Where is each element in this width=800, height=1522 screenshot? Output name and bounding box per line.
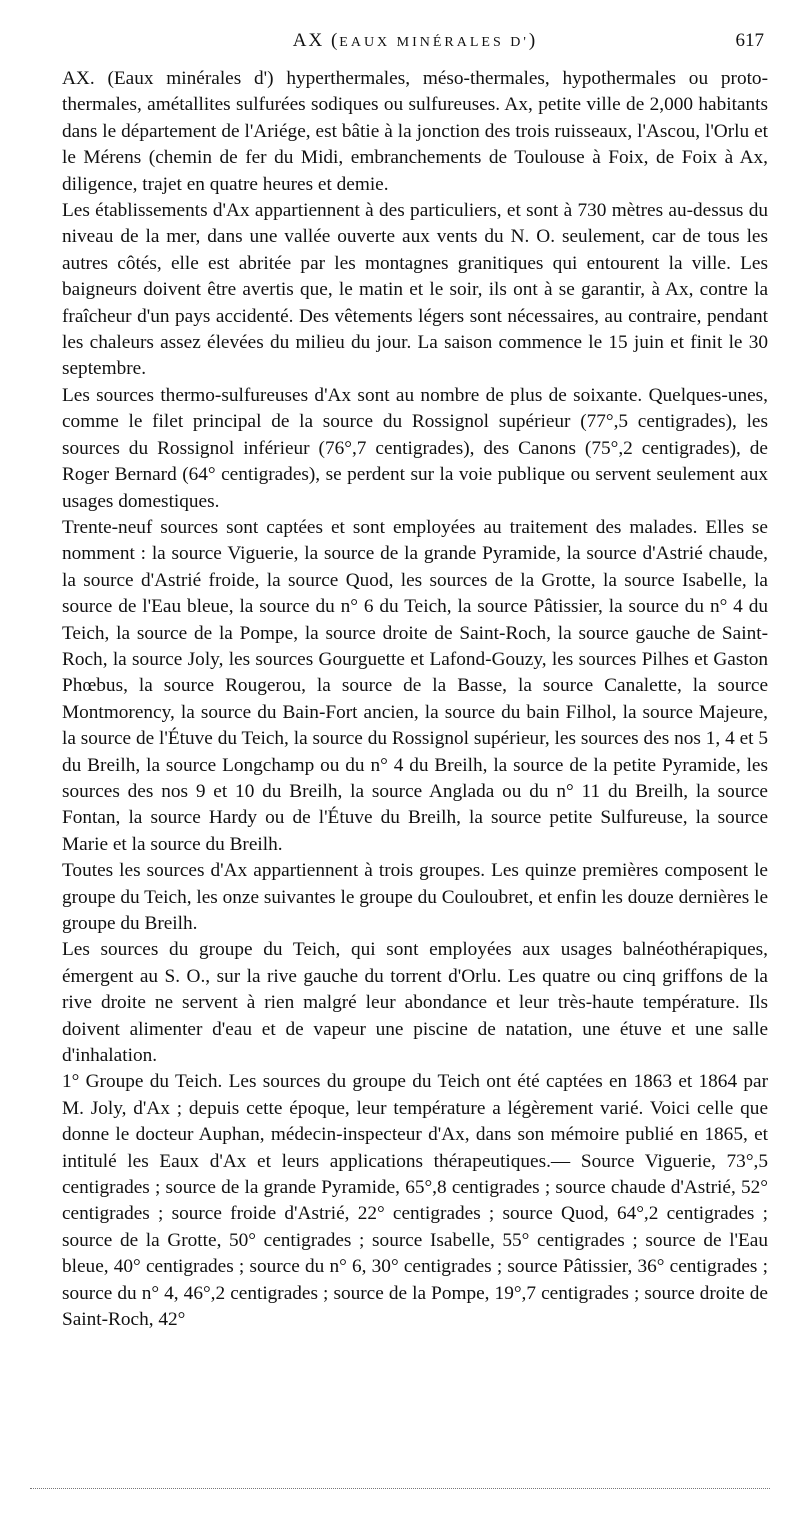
running-title [62, 30, 768, 52]
running-title-caps: EAUX MINÉRALES D' [339, 35, 529, 50]
running-title-main: AX ( [292, 30, 340, 51]
footer-rule [30, 1488, 770, 1489]
running-title-end: ) [528, 30, 538, 51]
paragraph-intro: AX. (Eaux minérales d') hyperthermales, méso-thermales, hypothermales ou proto-thermales, amétallites sulfurées sodiques ou sulfureuses. Ax, petite ville de 2,000 habitants dans le département de l'Ariége, est bâtie à la jonction des trois ruisseaux, l'Ascou, l'Orlu et le Mérens (chemin de fer du Midi, embranchements de Toulouse à Foix, de Foix à Ax, diligence, trajet en quatre heures et demie. [62, 68, 768, 195]
paragraph-groups: Toutes les sources d'Ax appartiennent à trois groupes. Les quinze premières composent le groupe du Teich, les onze suivantes le groupe du Couloubret, et enfin les douze dernières le groupe du Breilh. [62, 860, 768, 934]
page-number: 617 [735, 30, 764, 51]
paragraph-teich-temperatures: 1° Groupe du Teich. Les sources du groupe du Teich ont été captées en 1863 et 1864 par M. Joly, d'Ax ; depuis cette époque, leur température a légèrement varié. Voici celle que donne le docteur Auphan, médecin-inspecteur d'Ax, dans son mémoire publié en 1865, et intitulé les Eaux d'Ax et leurs applications thérapeutiques.— Source Viguerie, 73°,5 centigrades ; source de la grande Pyramide, 65°,8 centigrades ; source chaude d'Astrié, 52° centigrades ; source froide d'Astrié, 22° centigrades ; source Quod, 64°,2 centigrades ; source de la Grotte, 50° centigrades ; source Isabelle, 55° centigrades ; source de l'Eau bleue, 40° centigrades ; source du n° 6, 30° centigrades ; source Pâtissier, 36° centigrades ; source du n° 4, 46°,2 centigrades ; source de la Pompe, 19°,7 centigrades ; source droite de Saint-Roch, 42° [62, 1071, 768, 1331]
paragraph-teich-group: Les sources du groupe du Teich, qui sont employées aux usages balnéothérapiques, émergent au S. O., sur la rive gauche du torrent d'Orlu. Les quatre ou cinq griffons de la rive droite ne servent à rien malgré leur abondance et leur très-haute température. Ils doivent alimenter d'eau et de vapeur une piscine de natation, une étuve et une salle d'inhalation. [62, 939, 768, 1067]
body-text [62, 66, 768, 1334]
paragraph-sources-list: Trente-neuf sources sont captées et sont employées au traitement des malades. Elles se nomment : la source Viguerie, la source de la grande Pyramide, la source d'Astrié chaude, la source d'Astrié froide, la source Quod, les sources de la Grotte, la source Isabelle, la source de l'Eau bleue, la source du n° 6 du Teich, la source Pâtissier, la source du n° 4 du Teich, la source de la Pompe, la source droite de Saint-Roch, la source gauche de Saint-Roch, la source Joly, les sources Gourguette et Lafond-Gouzy, les sources Pilhes et Gaston Phœbus, la source Rougerou, la source de la Basse, la source Canalette, la source Montmorency, la source du Bain-Fort ancien, la source du bain Filhol, la source Majeure, la source de l'Étuve du Teich, la source du Rossignol supérieur, les sources des nos 1, 4 et 5 du Breilh, la source Longchamp ou du n° 4 du Breilh, la source de la petite Pyramide, les sources des nos 9 et 10 du Breilh, la source Anglada ou du n° 11 du Breilh, la source Fontan, la source Hardy ou de l'Étuve du Breilh, la source petite Sulfureuse, la source Marie et la source du Breilh. [62, 516, 768, 855]
running-head [62, 30, 768, 60]
paragraph-establishments: Les établissements d'Ax appartiennent à des particuliers, et sont à 730 mètres au-dessus du niveau de la mer, dans une vallée ouverte aux vents du N. O. seulement, car de tous les autres côtés, elle est abritée par les montagnes granitiques qui entourent la ville. Les baigneurs doivent être avertis que, le matin et le soir, ils ont à se garantir, à Ax, contre la fraîcheur d'un pays accidenté. Des vêtements légers sont nécessaires, au contraire, pendant les chaleurs assez élevées du milieu du jour. La saison commence le 15 juin et finit le 30 septembre. [62, 200, 768, 380]
document-page [62, 30, 768, 1334]
paragraph-sources-count: Les sources thermo-sulfureuses d'Ax sont au nombre de plus de soixante. Quelques-unes, comme le filet principal de la source du Rossignol supérieur (77°,5 centigrades), les sources du Rossignol inférieur (76°,7 centigrades), des Canons (75°,2 centigrades), de Roger Bernard (64° centigrades), se perdent sur la voie publique ou servent seulement aux usages domestiques. [62, 384, 768, 512]
